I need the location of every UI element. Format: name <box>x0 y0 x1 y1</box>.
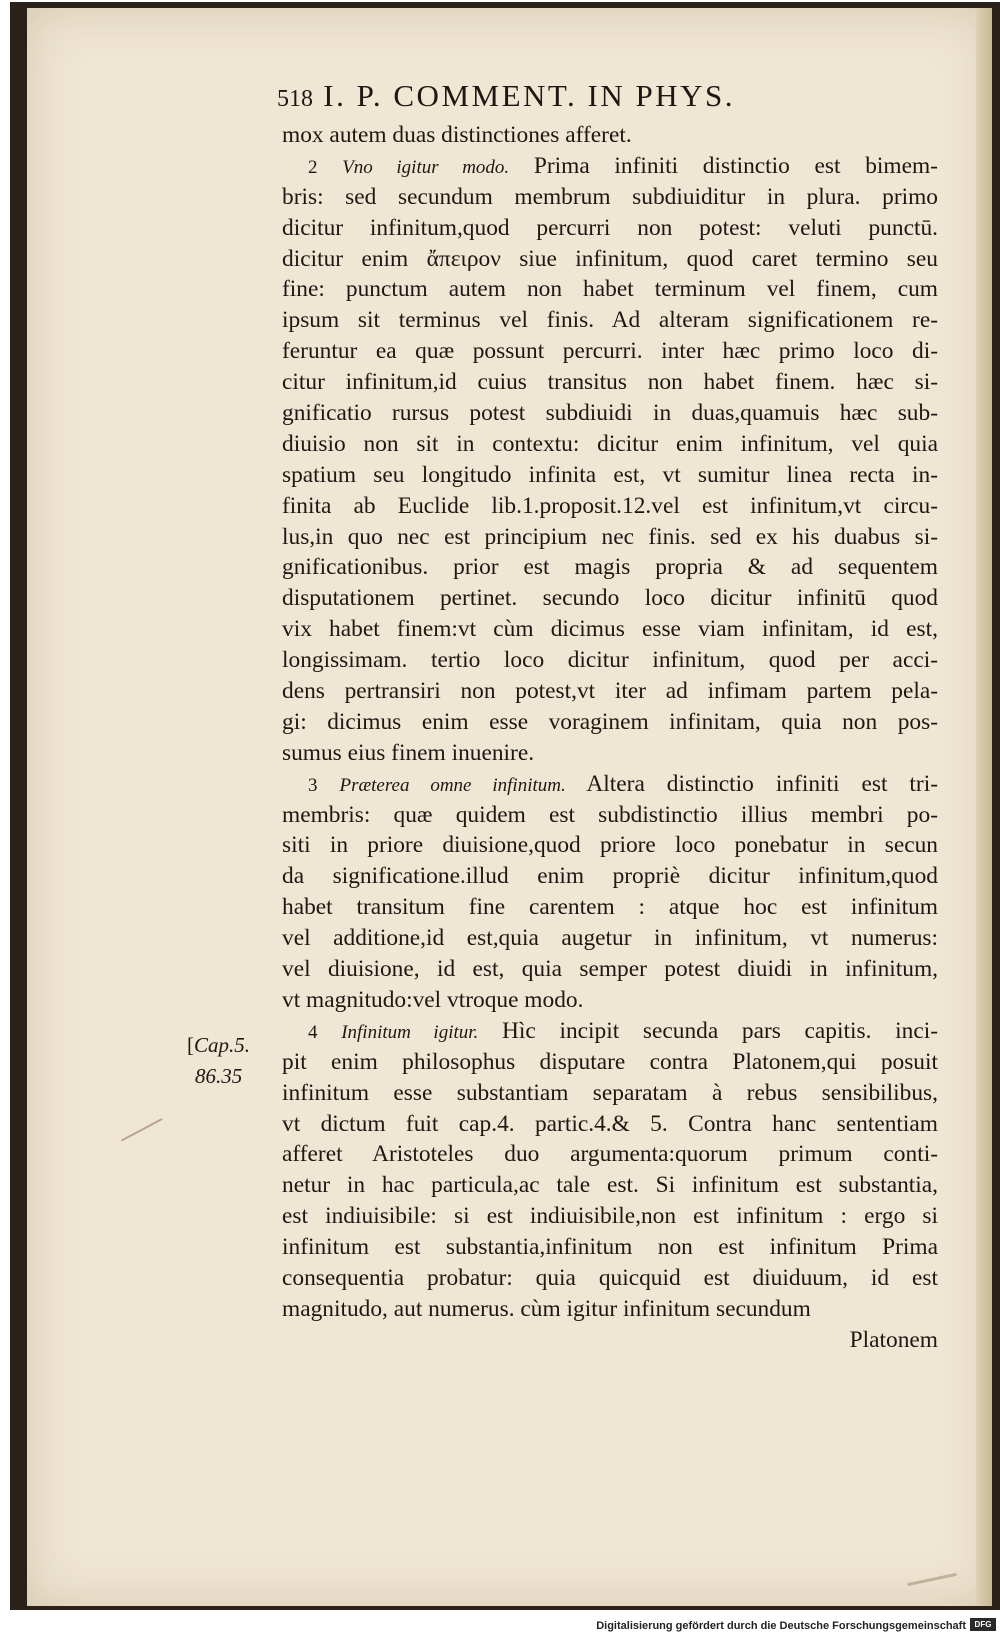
text-line: afferet Aristoteles duo argumenta:quorum primum conti- <box>282 1141 938 1168</box>
text-line: netur in hac particula,ac tale est. Si infinitum est substantia, <box>282 1172 938 1199</box>
lemma: Infinitum igitur. <box>341 1021 479 1043</box>
text-line: magnitudo, aut numerus. cùm igitur infinitum secundum <box>282 1295 811 1322</box>
text-line: spatium seu longitudo infinita est, vt sumitur linea recta in- <box>282 461 938 488</box>
paragraph-number: 2 <box>308 156 318 178</box>
paragraph-number: 3 <box>308 774 318 796</box>
paragraph-first-line <box>282 1016 938 1047</box>
running-head <box>277 78 877 118</box>
text-line: fine: punctum autem non habet terminum vel finem, cum <box>282 276 938 303</box>
text-line: infinitum est substantia,infinitum non est infinitum Prima <box>282 1234 938 1261</box>
text-line: pit enim philosophus disputare contra Platonem,qui posuit <box>282 1048 938 1075</box>
main-text <box>282 120 938 1356</box>
text-line: da significatione.illud enim propriè dicitur infinitum,quod <box>282 863 938 890</box>
text-line: infinitum esse substantiam separatam à rebus sensibilibus, <box>282 1079 938 1106</box>
dfg-logo: DFG <box>970 1618 996 1631</box>
catchword: Platonem <box>849 1326 938 1353</box>
text-line: disputationem pertinet. secundo loco dicitur infinitū quod <box>282 585 938 612</box>
text-line: dicitur enim ἄπειρον siue infinitum, quod caret termino seu <box>282 245 938 272</box>
paragraph-number: 4 <box>308 1021 318 1043</box>
text-line: vt magnitudo:vel vtroque modo. <box>282 986 584 1013</box>
text-line: citur infinitum,id cuius transitus non habet finem. hæc si- <box>282 369 938 396</box>
text-line: dicitur infinitum,quod percurri non potest: veluti punctū. <box>282 214 938 241</box>
text-line: bris: sed secundum membrum subdiuiditur in plura. primo <box>282 183 938 210</box>
ink-mark <box>907 1573 957 1586</box>
marginal-note: [Cap.5. 86.35 <box>187 1033 251 1088</box>
paragraph-first-line <box>282 151 938 182</box>
page-edge <box>976 8 992 1606</box>
text-line: gi: dicimus enim esse voraginem infinitam, quia non pos- <box>282 708 938 735</box>
footer-bar <box>0 1612 1000 1638</box>
text-line: ipsum sit terminus vel finis. Ad alteram significationem re- <box>282 307 938 334</box>
text-line: longissimam. tertio loco dicitur infinitum, quod per acci- <box>282 647 938 674</box>
marginal-note-line: Cap.5. <box>194 1033 251 1057</box>
text-line: Altera distinctio infiniti est tri- <box>586 770 938 797</box>
marginal-note-line: 86.35 <box>195 1064 243 1088</box>
text-line: siti in priore diuisione,quod priore loco ponebatur in secun <box>282 832 938 859</box>
paragraph-first-line <box>282 769 938 800</box>
text-line: est indiuisibile: si est indiuisibile,non est infinitum : ergo si <box>282 1203 938 1230</box>
page-number: 518 <box>277 86 313 112</box>
text-line: Hìc incipit secunda pars capitis. inci- <box>502 1017 938 1044</box>
lemma: Præterea omne infinitum. <box>339 774 566 796</box>
ink-mark <box>121 1118 169 1154</box>
text-line: gnificatio rursus potest subdiuidi in duas,quamuis hæc sub- <box>282 400 938 427</box>
text-line: mox autem duas distinctiones afferet. <box>282 122 632 148</box>
text-line: vt dictum fuit cap.4. partic.4.& 5. Contra hanc sententiam <box>282 1110 938 1137</box>
text-line: feruntur ea quæ possunt percurri. inter hæc primo loco di- <box>282 338 938 365</box>
text-line: vel additione,id est,quia augetur in infinitum, vt numerus: <box>282 925 938 952</box>
text-line: vix habet finem:vt cùm dicimus esse viam infinitam, id est, <box>282 616 938 643</box>
footer-credit: Digitalisierung gefördert durch die Deutsche Forschungsgemeinschaft <box>596 1620 966 1632</box>
text-line: consequentia probatur: quia quicquid est diuiduum, id est <box>282 1264 938 1291</box>
running-title: I. P. COMMENT. IN PHYS. <box>323 78 735 113</box>
text-line: Prima infiniti distinctio est bimem- <box>533 152 938 179</box>
text-line: dens pertransiri non potest,vt iter ad infimam partem pela- <box>282 678 938 705</box>
text-line: vel diuisione, id est, quia semper potest diuidi in infinitum, <box>282 956 938 983</box>
text-line: sumus eius finem inuenire. <box>282 739 535 766</box>
text-line: gnificationibus. prior est magis propria & ad sequentem <box>282 554 938 581</box>
text-line: finita ab Euclide lib.1.proposit.12.vel est infinitum,vt circu- <box>282 492 938 519</box>
text-line: lus,in quo nec est principium nec finis. sed ex his duabus si- <box>282 523 938 550</box>
text-line: diuisio non sit in contextu: dicitur enim infinitum, vel quia <box>282 430 938 457</box>
text-line: habet transitum fine carentem : atque hoc est infinitum <box>282 894 938 921</box>
text-line: membris: quæ quidem est subdistinctio illius membri po- <box>282 801 938 828</box>
lemma: Vno igitur modo. <box>342 156 510 178</box>
